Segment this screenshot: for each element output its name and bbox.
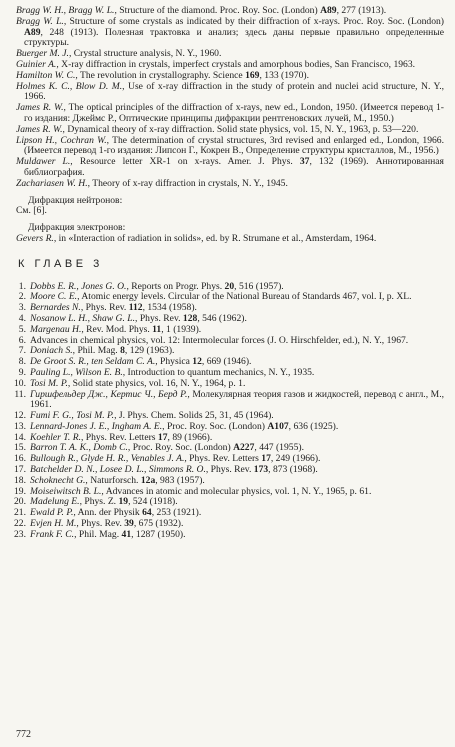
reference-number: 7. [18, 345, 26, 357]
reference-rest: , 546 (1962). [197, 312, 247, 324]
reference-volume: 64 [142, 507, 152, 519]
reference-rest: , 675 (1932). [133, 518, 184, 530]
reference-text: , Rev. Mod. Phys. [81, 323, 153, 335]
reference-number: 9. [18, 366, 26, 378]
reference-number: 12. [14, 410, 26, 422]
chapter-references [16, 282, 444, 541]
reference-text: , The revolution in crystallography. Science [75, 69, 246, 81]
reference-volume: 20 [224, 280, 235, 292]
reference-rest: , 129 (1963). [124, 345, 175, 357]
reference-volume: A89 [24, 26, 41, 38]
reference-volume: 8 [120, 345, 125, 357]
reference-rest: , 983 (1957). [155, 474, 205, 486]
reference-author: Zachariasen W. H. [16, 177, 88, 189]
page-content [16, 6, 444, 541]
reference-item [16, 530, 444, 541]
reference-rest: , 249 (1966). [270, 453, 321, 465]
reference-rest: , 1287 (1950). [131, 528, 186, 540]
reference-author: Margenau H. [30, 323, 82, 335]
reference-author: Frank F. C. [30, 528, 75, 540]
bibliography-list [16, 6, 444, 190]
reference-author: Koehler T. R. [30, 431, 81, 443]
reference-rest: , 1 (1939). [161, 323, 202, 335]
electron-reference [16, 234, 444, 245]
chapter-title: К ГЛАВЕ 3 [18, 257, 103, 270]
reference-number: 2. [18, 291, 26, 303]
reference-text: , Advances in atomic and molecular physics, vol. 1, N. Y., 1965, p. 61. [101, 485, 372, 497]
reference-rest: , 873 (1968). [268, 464, 318, 476]
reference-text: , The optical principles of the diffraction of x-rays, new ed., London, 1950. (Имеется перевод 1-го издания: Джеймс Р., Оптические принципы дифракции рентгеновских лучей, М., 1950.) [24, 102, 444, 124]
reference-author: James R. W. [16, 123, 63, 135]
reference-number: 8. [18, 356, 26, 368]
reference-text: , Proc. Roy. Soc. (London) [127, 442, 234, 454]
reference-text: , Use of x-ray diffraction in the study of protein and nuclei acid structure, N. Y., 1966. [24, 80, 444, 103]
reference-text: , Dynamical theory of x-ray diffraction. Solid state physics, vol. 15, N. Y., 1963, p. 53—220. [62, 123, 419, 135]
reference-text: , Phil. Mag. [74, 528, 122, 540]
reference-rest: , 447 (1955). [254, 442, 304, 454]
reference-rest: , 524 (1918). [128, 496, 178, 508]
reference-text: , X-ray diffraction in crystals, imperfect crystals and amorphous bodies, San Francisco, 1963. [56, 58, 416, 70]
page-number: 772 [16, 729, 31, 740]
electron-heading: Дифракция электронов: [28, 222, 126, 234]
reference-author: Buerger M. J. [16, 48, 69, 60]
reference-text: , Phys. Rev. [80, 302, 129, 314]
reference-number: 4. [18, 312, 26, 324]
reference-text: , Physica [155, 356, 193, 368]
bibliography-entry [16, 157, 444, 179]
reference-volume: A227 [233, 442, 255, 454]
reference-rest: , 636 (1925). [288, 420, 339, 432]
reference-number: 23. [14, 528, 26, 540]
reference-author: Tosi M. P. [30, 377, 68, 389]
reference-volume: 169 [245, 69, 260, 81]
reference-text: Advances in chemical physics, vol. 12: Intermolecular forces (J. O. Hirschfelder, ed.), N. Y., 1967. [30, 334, 409, 346]
reference-volume: 112 [128, 302, 143, 314]
reference-volume: 17 [157, 431, 168, 443]
reference-author: Гиршфельдер Дж., Кертис Ч., Берд Р. [30, 388, 188, 400]
reference-author: Nosanow L. H., Shaw G. L. [30, 312, 136, 324]
bibliography-entry [16, 136, 444, 158]
reference-text: , Молекулярная теория газов и жидкостей, перевод с англ., М., 1961. [30, 388, 444, 411]
reference-number: 22. [14, 518, 26, 530]
reference-author: Pauling L., Wilson E. B. [30, 366, 123, 378]
reference-text: , Reports on Progr. Phys. [126, 280, 225, 292]
reference-author: Hamilton W. C. [16, 69, 76, 81]
reference-text: , Introduction to quantum mechanics, N. Y., 1935. [122, 366, 315, 378]
reference-author: Moiseiwitsch B. L. [30, 485, 102, 497]
reference-author: Gevers R. [16, 232, 54, 244]
bibliography-entry [16, 103, 444, 125]
reference-author: Batchelder D. N., Losee D. L., Simmons R. O. [30, 464, 206, 476]
reference-volume: 37 [299, 156, 310, 168]
neutron-heading: Дифракция нейтронов: [28, 194, 123, 206]
reference-author: Lipson H., Cochran W. [16, 134, 107, 146]
reference-volume: 128 [182, 312, 198, 324]
reference-rest: , 253 (1921). [151, 507, 202, 519]
reference-item [16, 390, 444, 412]
reference-text: , Structure of the diamond. Proc. Roy. Soc. (London) [114, 5, 321, 16]
reference-number: 5. [18, 323, 26, 335]
reference-author: James R. W. [16, 102, 64, 114]
neutron-reference: См. [6]. [16, 205, 47, 217]
reference-rest: , 248 (1913). Полезная трактовка и анализ; здесь даны первые правильно определенные структуры. [24, 26, 444, 49]
reference-volume: 12a [140, 474, 156, 486]
reference-rest: , 1534 (1958). [142, 302, 197, 314]
reference-rest: , 132 (1969). Аннотированная библиография. [24, 156, 444, 178]
bibliography-entry [16, 17, 444, 49]
reference-text: , Phys. Rev. Letters [81, 431, 158, 443]
reference-number: 3. [18, 302, 26, 314]
reference-author: Dobbs E. R., Jones G. O. [30, 280, 127, 292]
reference-text: , Phys. Rev. [205, 464, 254, 476]
reference-author: Schoknecht G. [30, 474, 86, 486]
reference-author: Bragg W. H., Bragg W. L. [16, 5, 115, 16]
reference-text: , J. Phys. Chem. Solids 25, 31, 45 (1964). [114, 410, 274, 422]
reference-rest: , 89 (1966). [167, 431, 213, 443]
reference-volume: 12 [192, 356, 202, 368]
reference-text: , Crystal structure analysis, N. Y., 1960. [68, 48, 222, 60]
reference-text: , Theory of x-ray diffraction in crystals, N. Y., 1945. [87, 177, 288, 189]
reference-author: Muldawer L. [16, 156, 71, 168]
reference-number: 16. [14, 453, 26, 465]
reference-number: 19. [14, 485, 26, 497]
reference-number: 14. [14, 431, 26, 443]
bibliography-entry [16, 82, 444, 104]
reference-text: , The determination of crystal structures, 3rd revised and enlarged ed., London, 1966. (Имеется перевод 1-го издания: Липсон Г., Кокрен В., Определение структуры кристаллов, М., 1956.) [24, 134, 444, 157]
reference-author: Holmes K. C., Blow D. M. [16, 80, 123, 92]
reference-author: De Groot S. R., ten Seldam C. A. [30, 356, 156, 368]
reference-rest: , 133 (1970). [259, 69, 310, 81]
reference-number: 21. [14, 507, 26, 519]
reference-volume: 39 [124, 518, 134, 530]
reference-rest: , 669 (1946). [201, 356, 252, 368]
bibliography-entry [16, 179, 444, 190]
reference-text: , Structure of some crystals as indicated by their diffraction of x-rays. Proc. Roy. Soc. (London) [63, 15, 445, 27]
reference-number: 13. [14, 420, 26, 432]
reference-text: , Phys. Z. [79, 496, 119, 508]
reference-text: , in «Interaction of radiation in solids», ed. by R. Strumane et al., Amsterdam, 1964. [53, 232, 377, 244]
reference-text: , Phys. Rev. [76, 518, 125, 530]
reference-number: 20. [14, 496, 26, 508]
reference-author: Madelung E. [30, 496, 80, 508]
reference-number: 18. [14, 474, 26, 486]
reference-author: Bernardes N. [30, 302, 81, 314]
reference-number: 1. [18, 280, 26, 292]
reference-author: Lennard-Jones J. E., Ingham A. E. [30, 420, 163, 432]
reference-text: , Ann. der Physik [73, 507, 143, 519]
reference-rest: , 516 (1957). [234, 280, 284, 292]
reference-author: Ewald P. P. [30, 507, 74, 519]
reference-text: , Phil. Mag. [72, 345, 121, 357]
reference-author: Bragg W. L. [16, 15, 64, 27]
reference-author: Moore C. E. [30, 291, 78, 303]
reference-author: Doniach S. [30, 345, 73, 357]
reference-volume: 173 [253, 464, 269, 476]
reference-number: 6. [18, 334, 26, 346]
reference-number: 10. [14, 377, 26, 389]
reference-text: , Proc. Roy. Soc. (London) [162, 420, 268, 432]
reference-author: Evjen H. M. [30, 518, 77, 530]
reference-text: , Solid state physics, vol. 16, N. Y., 1964, p. 1. [67, 377, 246, 389]
reference-author: Barron T. A. K., Domb C. [30, 442, 128, 454]
reference-author: Bullough R., Glyde H. R., Venables J. A. [30, 453, 185, 465]
reference-volume: 41 [121, 528, 132, 540]
reference-volume: A89 [320, 5, 337, 16]
reference-rest: , 277 (1913). [336, 5, 387, 16]
reference-number: 11. [14, 388, 26, 400]
reference-text: , Phys. Rev. Letters [184, 453, 262, 465]
reference-volume: 17 [261, 453, 271, 465]
reference-number: 17. [14, 464, 26, 476]
reference-text: , Resource letter XR-1 on x-rays. Amer. J. Phys. [70, 156, 300, 168]
reference-text: , Phys. Rev. [135, 312, 183, 324]
reference-number: 15. [14, 442, 26, 454]
reference-text: , Atomic energy levels. Circular of the National Bureau of Standards 467, vol. I, p. XL. [77, 291, 412, 303]
reference-text: , Naturforsch. [85, 474, 141, 486]
reference-author: Guinier A. [16, 58, 57, 70]
reference-volume: 11 [152, 323, 162, 335]
reference-volume: 19 [118, 496, 129, 508]
reference-volume: A107 [267, 420, 289, 432]
reference-author: Fumi F. G., Tosi M. P. [30, 410, 115, 422]
